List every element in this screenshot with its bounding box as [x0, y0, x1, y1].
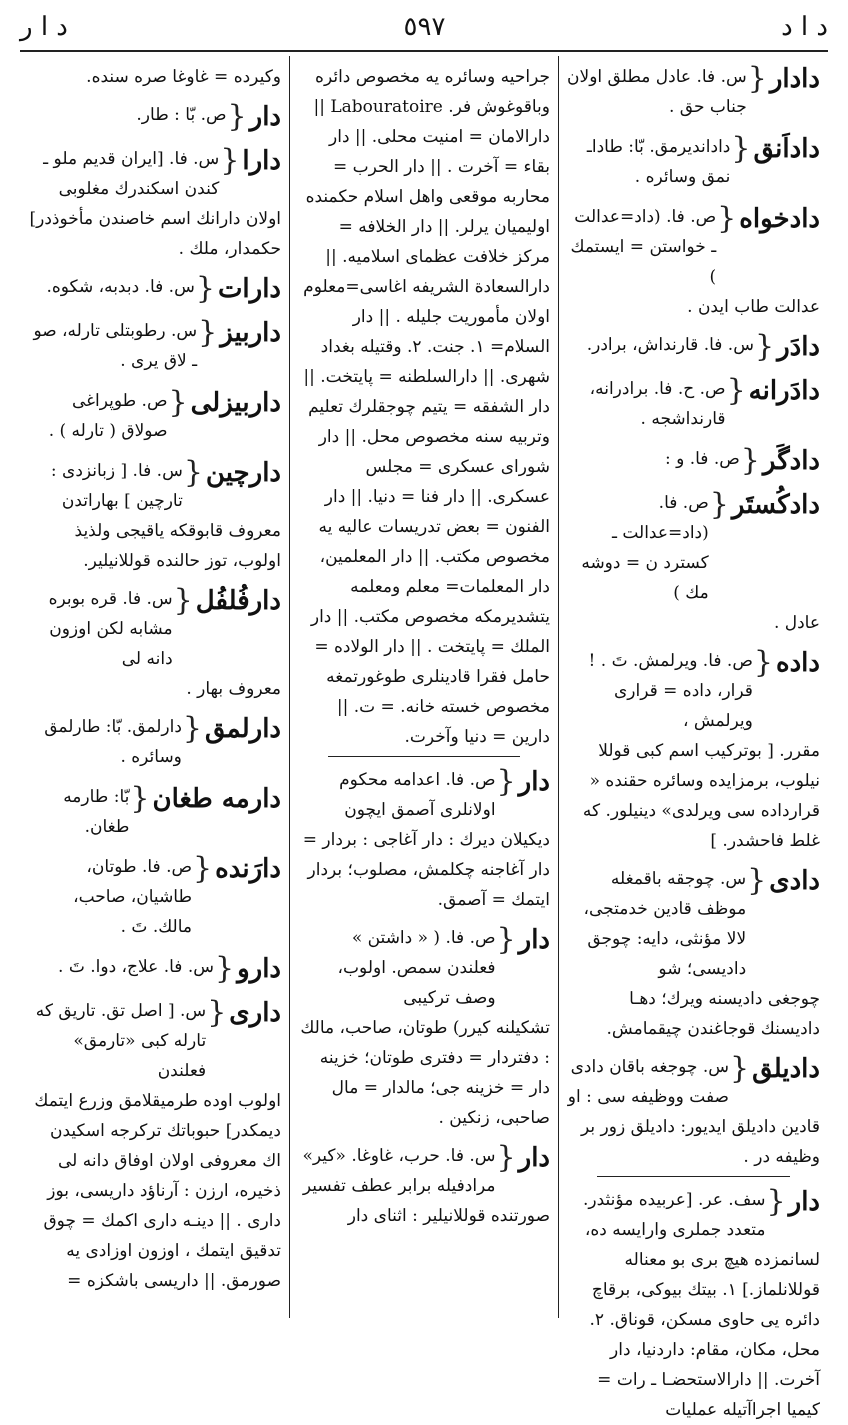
- definition: ص. فا. ويرلمش. تَ . ! قرار، داده = قرارى ويرلمش ،: [588, 651, 753, 731]
- brace: {: [496, 922, 516, 957]
- entry: [567, 864, 820, 984]
- definition: س. رطوبتلى تارله، صو ـ لاق يرى .: [33, 321, 198, 371]
- definition: س. فا. [ايران قديم ملو ـ كندن اسكندرك مغلوبى: [43, 149, 220, 199]
- headword: دادَرانه: [748, 376, 820, 406]
- entry: [298, 923, 550, 1013]
- definition: س. فا. علاج، دوا. تَ .: [58, 957, 214, 977]
- header-left-word: د ا ر: [20, 12, 68, 42]
- brace: {: [753, 645, 773, 680]
- page-header: [20, 8, 828, 46]
- definition-continuation: اولان دارانك اسم خاصندن مأخوذدر] حكمدار، ملك .: [29, 209, 281, 259]
- headword: دارفُلفُل: [195, 586, 281, 616]
- headword: داربيز: [220, 318, 281, 348]
- paragraph-dar-compounds: جراحيه وسائره يه مخصوص دائره وباقوغوش فر. Labouratoire || دارالامان = امنيت محلى. || دار بقاء = آخرت . || دار الحرب = محاربه موقعى واهل اسلام حكمنده اوليميان يرلر. || دار الخلافه = مركز خلافت عظماى اسلاميه. || دارالسعادة الشريفه اغاسى=معلوم اولان مأموريت جليله . || دار السلام= ١. جنت. ٢. وقتيله بغداد شهرى. || دارالسلطنه = پايتخت. || دار الشفقه = يتيم چوجقلرك تعليم وتربيه سنه مخصوص محل. || دار شوراى عسكرى = مجلس عسكرى. || دار فنا = دنيا. || دار الفنون = بعض تدريسات عاليه يه مخصوص مكتب. || دار المعلمين، دار المعلمات= معلم ومعلمه يتشديرمكه مخصوص مكتب. || دار الملك = پايتخت . || دار الولاده = حامل فقرا قادينلرى طوغورتمغه مخصوص خسته خانه. = ت. || دارين = دنيا وآخرت.: [303, 67, 550, 747]
- entry: [298, 765, 550, 825]
- brace: {: [747, 61, 767, 96]
- headword: دادار: [769, 64, 820, 94]
- brace: {: [173, 583, 193, 618]
- entry: [29, 852, 281, 942]
- brace: {: [195, 271, 215, 306]
- entry: [29, 952, 281, 986]
- definition-continuation: تشكيلنه كيرر) طوتان، صاحب، مالك : دفتردار = دفترى طوتان؛ خزينه دار = خزينه جى؛ مالدار = مال صاحبى، زنكين .: [300, 1018, 550, 1128]
- headword: دارچين: [205, 458, 281, 488]
- separator-line: [328, 756, 520, 757]
- definition-continuation: معروف قابوقكه ياقيجى ولذيذ اولوب، توز حالنده قوللانيلير.: [74, 521, 281, 571]
- definition-continuation: عادل .: [773, 613, 820, 633]
- headword: دار: [518, 767, 550, 797]
- brace: {: [754, 329, 775, 364]
- definition-continuation: لسانمزده هيچ برى بو معناله قوللانلماز.] ١. بيتك بيوكى، برقاچ دائره يى حاوى مسكن، قوناق. ٢. محل، مكان، مقام: داردنيا، دار آخرت. || دارالاستحضـا ـ رات = كيميا اجراآتيله عمليات: [589, 1250, 820, 1420]
- brace: {: [496, 764, 516, 799]
- definition: س. فا. حرب، غاوغا. «كير» مرادفيله برابر عطف تفسير: [302, 1146, 496, 1196]
- definition: ص. ح. فا. برادرانه، قارنداشجه .: [589, 379, 726, 429]
- headword: دارمه طغان: [152, 784, 281, 814]
- definition: ص. فا. اعدامه محكوم اولانلرى آصمق ايچون: [339, 770, 496, 820]
- brace: {: [496, 1140, 516, 1175]
- page-number: ٥٩٧: [403, 12, 446, 42]
- entry: [567, 330, 820, 364]
- definition: س. چوجقه باقمغله موظف قادين خدمتجى، لالا مؤنثى، دايه: چوجق داديسى؛ شو: [583, 869, 747, 979]
- definition-continuation: صورتنده قوللانيلير : اثناى دار: [347, 1206, 550, 1226]
- brace: {: [130, 781, 150, 816]
- brace: {: [220, 143, 240, 178]
- entry: [567, 132, 820, 192]
- brace: {: [214, 951, 235, 986]
- entry: [29, 100, 281, 134]
- definition: دادانديرمق. بّا: طاداـ نمق وسائره .: [586, 137, 731, 187]
- headword: داداَنق: [753, 134, 820, 164]
- entry: [298, 1141, 550, 1201]
- definition: ص. فا. (داد=عدالت ـ كسترد ن = دوشه مك ): [581, 493, 709, 603]
- definition: ص. فا. طوتان، طاشيان، صاحب، مالك. تَ .: [73, 857, 193, 937]
- brace: {: [183, 455, 203, 490]
- entry: [567, 374, 820, 434]
- brace: {: [227, 99, 247, 134]
- definition-continuation: معروف بهار .: [186, 679, 281, 699]
- headword: دار: [788, 1187, 820, 1217]
- entry: [567, 488, 820, 608]
- column-left: [21, 56, 290, 1318]
- definition: س. فا. قره بوبره مشابه لكن اوزون دانه لى: [48, 589, 173, 669]
- definition: س. چوجغه باقان دادى صفت ووظيفه سى : او: [567, 1057, 729, 1107]
- brace: {: [709, 487, 729, 522]
- brace: {: [182, 711, 202, 746]
- headword: داربيزلى: [190, 388, 281, 418]
- definition: دارلمق. بّا: طارلمق وسائره .: [44, 717, 182, 767]
- headword: دادخواه: [739, 204, 820, 234]
- definition-continuation: عدالت طاب ايدن .: [687, 297, 820, 317]
- brace: {: [740, 443, 760, 478]
- entry: [567, 62, 820, 122]
- headword: داده: [775, 648, 820, 678]
- entry: [29, 782, 281, 842]
- headword: دار: [249, 102, 281, 132]
- entry: [29, 144, 281, 204]
- headword: دارات: [217, 274, 281, 304]
- brace: {: [193, 851, 213, 886]
- entry: [29, 996, 281, 1086]
- brace: {: [729, 1051, 750, 1086]
- definition: ص. طوپراغى صولاق ( تارله ) .: [48, 391, 168, 441]
- entry: [29, 272, 281, 306]
- definition: سف. عر. [عربيده مؤنثدر. متعدد جملرى وارايسه ده،: [583, 1190, 766, 1240]
- brace: {: [731, 131, 751, 166]
- headword: دار: [518, 925, 550, 955]
- definition: ص. بّا : طار.: [136, 105, 227, 125]
- definition: ص. فا. و :: [664, 449, 740, 469]
- definition: ص. فا. (داد=عدالت ـ خواستن = ايستمك ): [570, 207, 717, 287]
- entry: [29, 584, 281, 674]
- headword: داديلق: [752, 1054, 820, 1084]
- entry: [567, 202, 820, 292]
- headword: دارا: [242, 146, 281, 176]
- entry: [29, 712, 281, 772]
- brace: {: [207, 995, 227, 1030]
- continued-text: وكيرده = غاوغا صره سنده.: [86, 67, 281, 87]
- separator-line: [597, 1176, 790, 1177]
- definition-continuation: اولوب اوده طرميقلامق وزرع ايتمك ديمكدر] حبوباتك تركرجه اسكيدن اك معروفى اولان اوفاق دانه لى ذخيره، ارزن : آرناؤد داريسى، بوز دارى . || دينـه دارى اكمك = چوق تدقيق ايتمك ، اوزون اوزادى يه صورمق. || داريسى باشكزه =: [34, 1091, 281, 1291]
- entry: [567, 444, 820, 478]
- headword: دادى: [769, 866, 820, 896]
- definition-continuation: مقرر. [ بوتركيب اسم كبى قوللا نيلوب، برمزايده وسائره حقنده « قرارداده سى ويرلدى» دينيلور. كه غلط فاحشدر. ]: [582, 741, 820, 851]
- brace: {: [766, 1184, 786, 1219]
- definition: س. فا. عادل مطلق اولان جناب حق .: [567, 67, 747, 117]
- definition: س. [ اصل تق. تاريق كه تارله كبى «تارمق» فعلندن: [35, 1001, 207, 1081]
- entry: [567, 1185, 820, 1245]
- header-rule: [20, 50, 828, 52]
- definition: س. فا. دبدبه، شكوه.: [46, 277, 195, 297]
- headword: دادگَر: [762, 446, 820, 476]
- headword: دارَنده: [215, 854, 281, 884]
- definition: س. فا. قارنداش، برادر.: [586, 335, 754, 355]
- headword: دادكُستَر: [731, 490, 820, 520]
- definition: بّا: طارمه طغان.: [63, 787, 130, 837]
- column-right: [559, 56, 828, 1420]
- entry: [29, 386, 281, 446]
- headword: دادَر: [777, 332, 820, 362]
- headword: دار: [518, 1143, 550, 1173]
- definition: ص. فا. ( « داشتن » فعلندن سمص. اولوب، وصف تركيبى: [337, 928, 496, 1008]
- entry: [29, 456, 281, 516]
- entry: [567, 1052, 820, 1112]
- headword: دارى: [229, 998, 281, 1028]
- definition-continuation: ديكيلان ديرك : دار آغاجى : بردار = دار آغاجنه چكلمش، مصلوب؛ بردار ايتمك = آصمق.: [302, 830, 550, 910]
- definition-continuation: قادين داديلق ايديور: داديلق زور بر وظيفه در .: [581, 1117, 820, 1167]
- dictionary-columns: [20, 56, 828, 1420]
- header-right-word: د ا د: [781, 12, 828, 42]
- entry: [567, 646, 820, 736]
- headword: دارو: [237, 954, 281, 984]
- brace: {: [747, 863, 767, 898]
- headword: دارلمق: [205, 714, 281, 744]
- entry: [29, 316, 281, 376]
- definition-continuation: چوجغى داديسنه ويرك؛ دهـا داديسنك قوجاغندن چيقمامش.: [606, 989, 820, 1039]
- brace: {: [198, 315, 218, 350]
- brace: {: [717, 201, 737, 236]
- column-middle: [290, 56, 559, 1318]
- brace: {: [168, 385, 188, 420]
- definition: س. فا. [ زبانزدى : تارچين ] بهاراتدن: [50, 461, 183, 511]
- brace: {: [726, 373, 746, 408]
